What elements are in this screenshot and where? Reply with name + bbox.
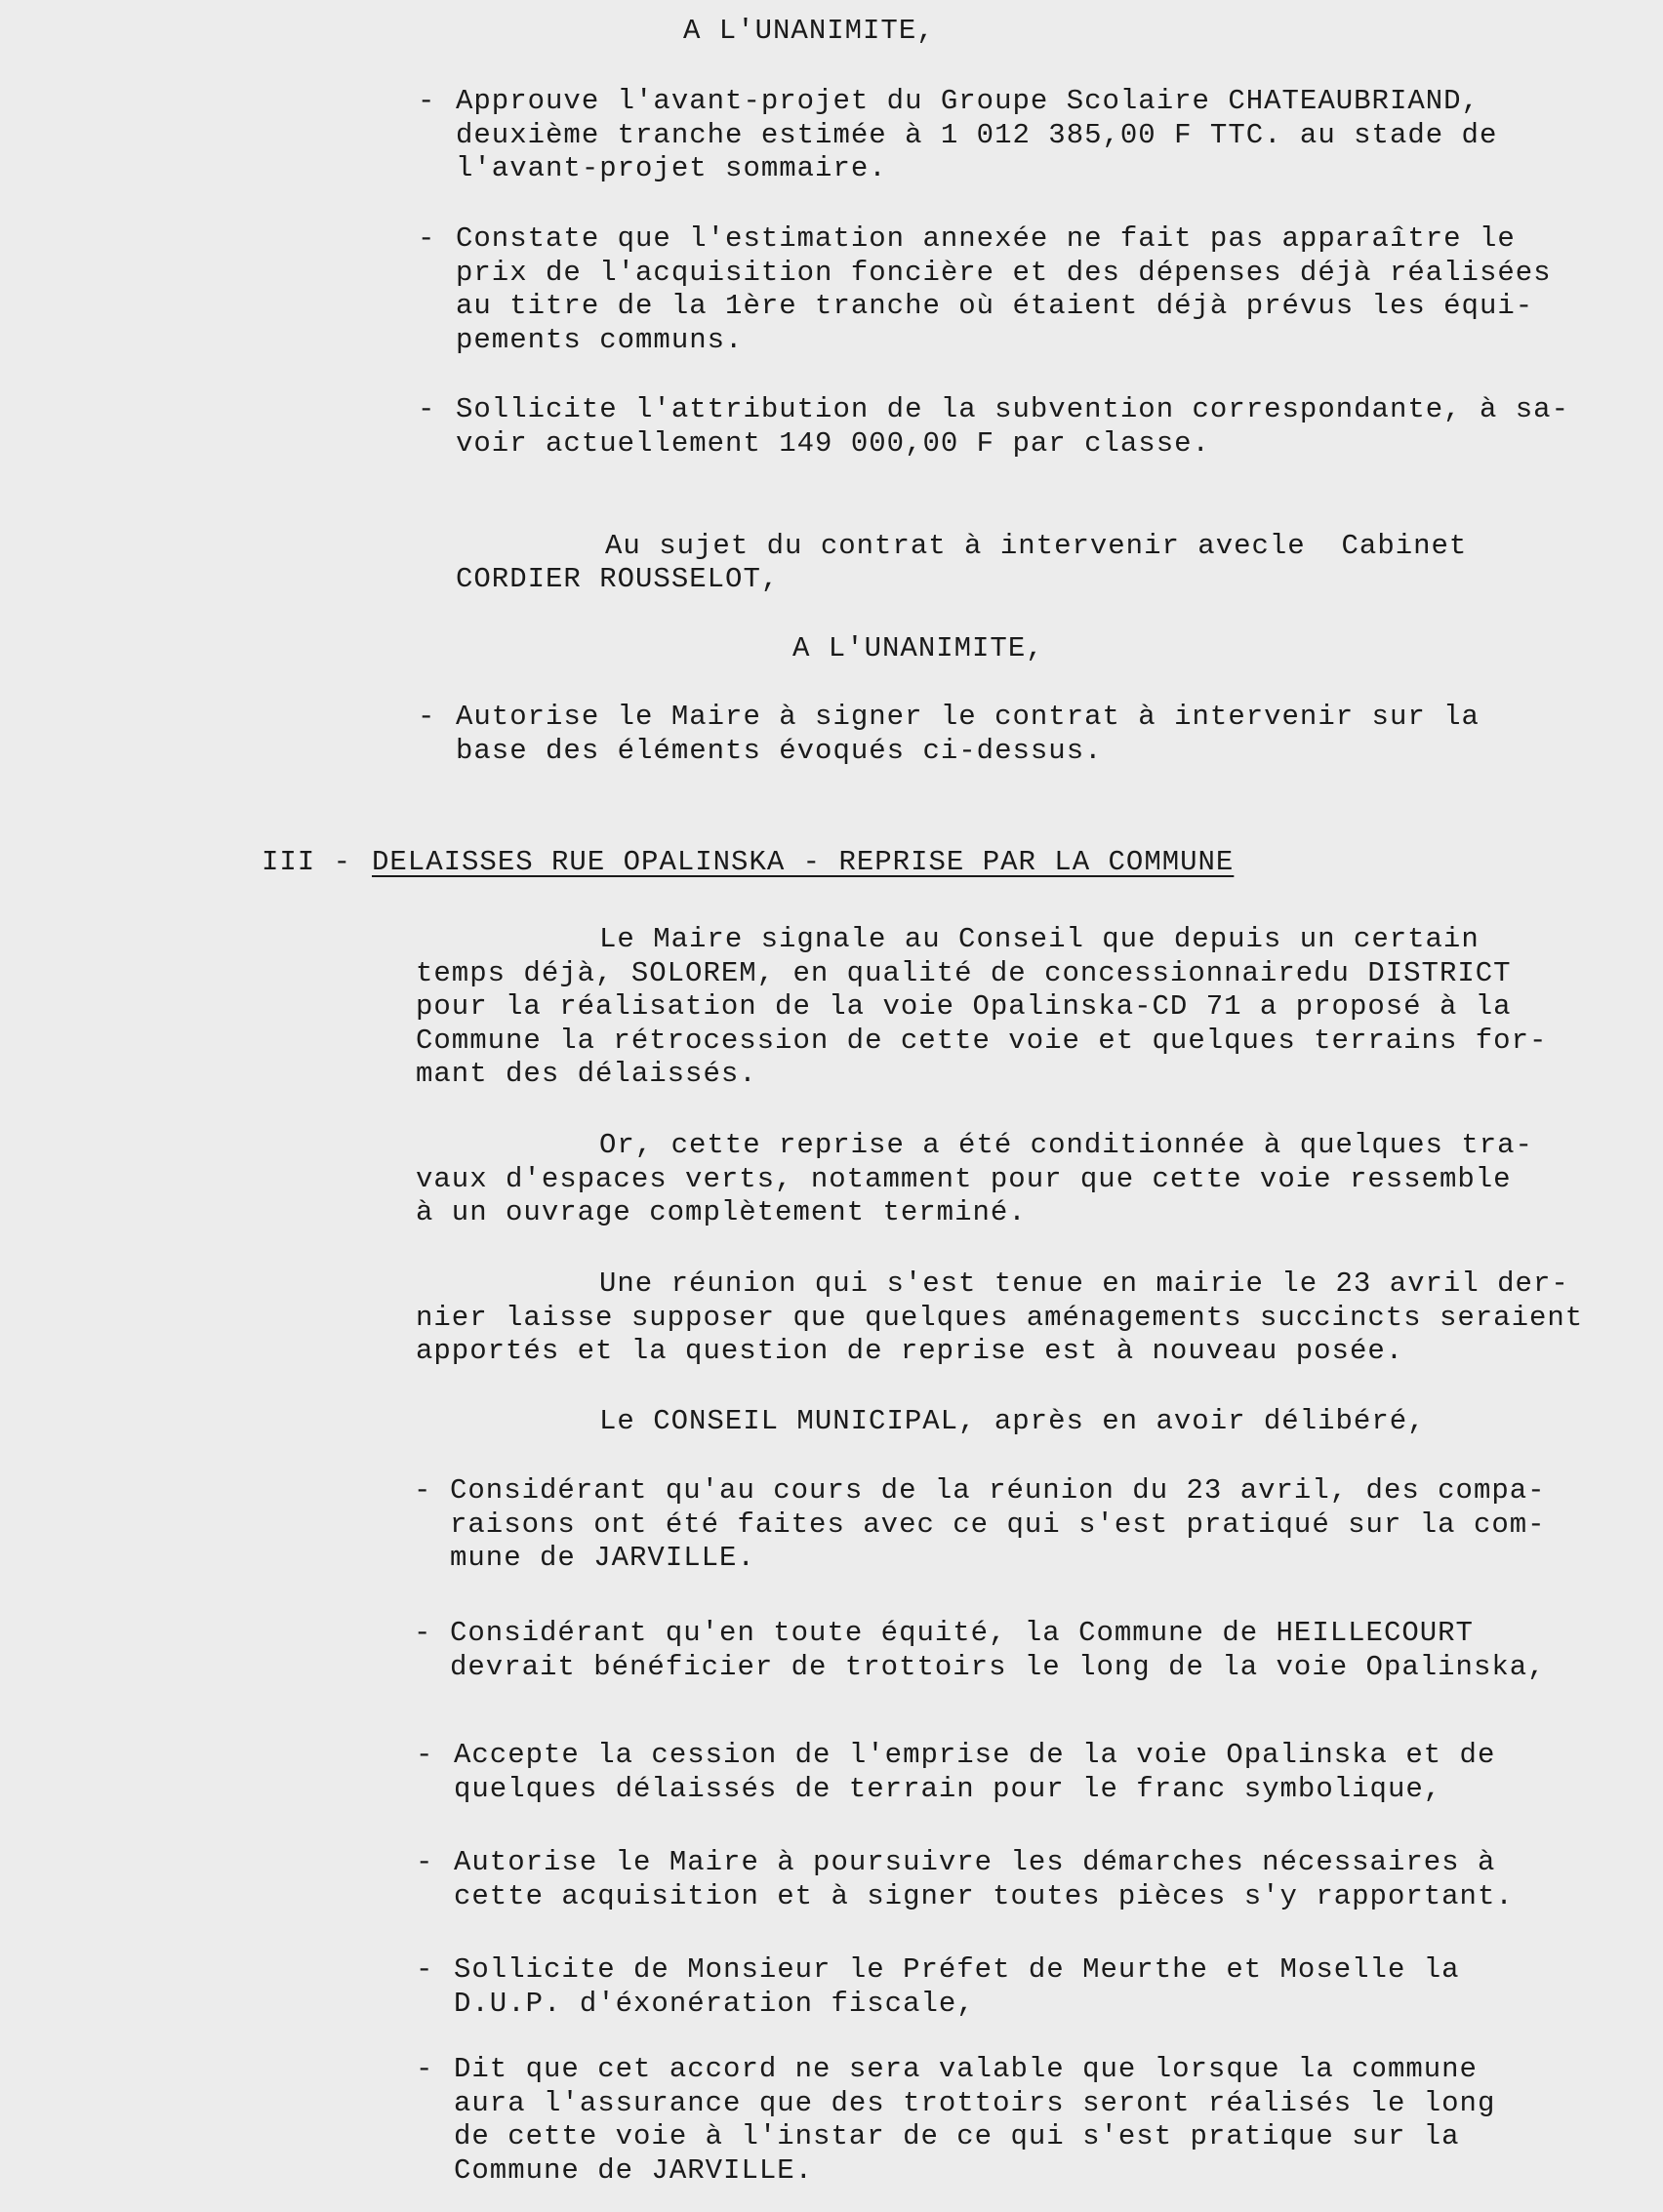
- bullet-line: Accepte la cession de l'emprise de la voie Opalinska et de: [454, 1739, 1496, 1771]
- bullet-line: Sollicite de Monsieur le Préfet de Meurthe et Moselle la: [454, 1953, 1460, 1986]
- bullet-line: D.U.P. d'éxonération fiscale,: [454, 1988, 975, 2020]
- bullet-line: Autorise le Maire à signer le contrat à intervenir sur la: [456, 701, 1480, 733]
- unanimity-heading-1: A L'UNANIMITE,: [683, 15, 935, 47]
- paragraph-line: Une réunion qui s'est tenue en mairie le 23 avril der-: [599, 1267, 1569, 1300]
- bullet-line: Considérant qu'au cours de la réunion du 23 avril, des compa-: [450, 1474, 1546, 1507]
- bullet-dash: -: [416, 1953, 433, 1986]
- bullet-line: quelques délaissés de terrain pour le franc symbolique,: [454, 1773, 1442, 1805]
- bullet-line: aura l'assurance que des trottoirs seront réalisés le long: [454, 2087, 1496, 2119]
- bullet-line: Considérant qu'en toute équité, la Commune de HEILLECOURT: [450, 1617, 1474, 1649]
- bullet-line: cette acquisition et à signer toutes pièces s'y rapportant.: [454, 1880, 1514, 1912]
- paragraph-line: nier laisse supposer que quelques aménagements succincts seraient: [416, 1302, 1584, 1334]
- bullet-line: l'avant-projet sommaire.: [456, 152, 887, 184]
- paragraph-line: à un ouvrage complètement terminé.: [416, 1196, 1027, 1228]
- bullet-dash: -: [418, 85, 435, 117]
- bullet-dash: -: [416, 1846, 433, 1878]
- paragraph-line: pour la réalisation de la voie Opalinska-CD 71 a proposé à la: [416, 990, 1512, 1023]
- paragraph-line: temps déjà, SOLOREM, en qualité de concessionnairedu DISTRICT: [416, 957, 1512, 989]
- bullet-dash: -: [416, 1739, 433, 1771]
- section-title: DELAISSES RUE OPALINSKA - REPRISE PAR LA COMMUNE: [372, 846, 1235, 878]
- paragraph-line: vaux d'espaces verts, notamment pour que cette voie ressemble: [416, 1163, 1512, 1195]
- bullet-line: Commune de JARVILLE.: [454, 2154, 814, 2187]
- paragraph-line: mant des délaissés.: [416, 1058, 757, 1090]
- intro-line: Au sujet du contrat à intervenir avecle Cabinet: [605, 530, 1468, 562]
- bullet-line: Constate que l'estimation annexée ne fait pas apparaître le: [456, 222, 1516, 255]
- bullet-line: raisons ont été faites avec ce qui s'est pratiqué sur la com-: [450, 1508, 1546, 1541]
- intro-line: CORDIER ROUSSELOT,: [456, 563, 780, 595]
- bullet-dash: -: [414, 1474, 431, 1507]
- bullet-line: Sollicite l'attribution de la subvention correspondante, à sa-: [456, 393, 1569, 425]
- section-number: III -: [262, 846, 352, 878]
- bullet-line: devrait bénéficier de trottoirs le long de la voie Opalinska,: [450, 1651, 1546, 1683]
- bullet-line: Autorise le Maire à poursuivre les démarches nécessaires à: [454, 1846, 1496, 1878]
- bullet-line: prix de l'acquisition foncière et des dépenses déjà réalisées: [456, 257, 1552, 289]
- bullet-line: Approuve l'avant-projet du Groupe Scolaire CHATEAUBRIAND,: [456, 85, 1480, 117]
- bullet-line: Dit que cet accord ne sera valable que lorsque la commune: [454, 2053, 1478, 2085]
- unanimity-heading-2: A L'UNANIMITE,: [792, 632, 1044, 664]
- bullet-line: base des éléments évoqués ci-dessus.: [456, 735, 1103, 767]
- bullet-line: au titre de la 1ère tranche où étaient déjà prévus les équi-: [456, 290, 1534, 322]
- bullet-dash: -: [418, 701, 435, 733]
- paragraph-line: Or, cette reprise a été conditionnée à quelques tra-: [599, 1129, 1533, 1161]
- paragraph-line: apportés et la question de reprise est à nouveau posée.: [416, 1335, 1404, 1367]
- bullet-line: pements communs.: [456, 324, 744, 356]
- bullet-dash: -: [418, 393, 435, 425]
- council-line: Le CONSEIL MUNICIPAL, après en avoir délibéré,: [599, 1405, 1426, 1437]
- bullet-line: de cette voie à l'instar de ce qui s'est pratique sur la: [454, 2120, 1460, 2152]
- bullet-dash: -: [414, 1617, 431, 1649]
- bullet-dash: -: [416, 2053, 433, 2085]
- paragraph-line: Commune la rétrocession de cette voie et quelques terrains for-: [416, 1025, 1548, 1057]
- bullet-dash: -: [418, 222, 435, 255]
- bullet-line: mune de JARVILLE.: [450, 1542, 755, 1574]
- paragraph-line: Le Maire signale au Conseil que depuis un certain: [599, 923, 1480, 955]
- bullet-line: voir actuellement 149 000,00 F par classe.: [456, 427, 1210, 460]
- bullet-line: deuxième tranche estimée à 1 012 385,00 F TTC. au stade de: [456, 119, 1498, 151]
